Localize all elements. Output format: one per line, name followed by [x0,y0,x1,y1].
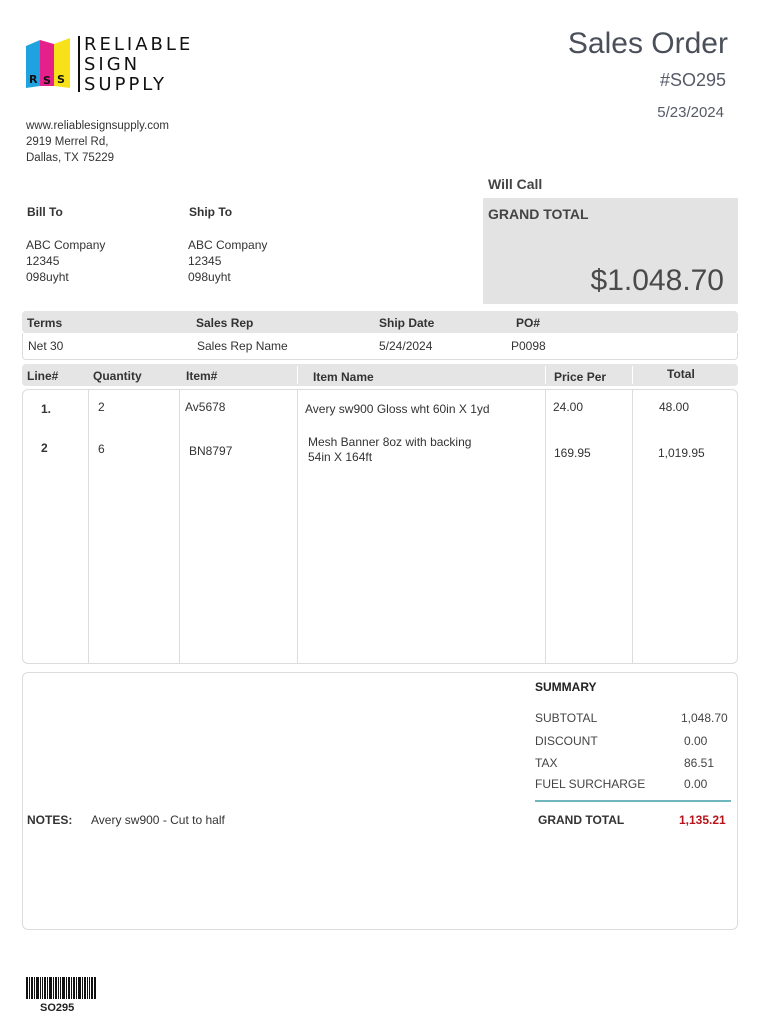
row1-item-number: Av5678 [185,400,226,414]
bill-to-address [26,237,105,285]
items-table-header [22,364,738,386]
col-item-name: Item Name [313,370,374,384]
row2-price: 169.95 [554,446,591,460]
sales-rep-header: Sales Rep [196,316,254,330]
row1-item-name: Avery sw900 Gloss wht 60in X 1yd [305,402,490,416]
summary-grand-total-label: GRAND TOTAL [538,813,625,827]
ship-to-label: Ship To [189,205,233,219]
row2-total: 1,019.95 [658,446,705,460]
ship-to-line: 098uyht [188,270,231,284]
row1-quantity: 2 [98,400,105,414]
rss-logo-icon [24,36,74,94]
svg-text:S: S [57,73,65,86]
col-quantity: Quantity [93,369,142,383]
svg-text:S: S [43,74,51,87]
row2-quantity: 6 [98,442,105,456]
col-total: Total [667,367,695,381]
barcode-text: SO295 [40,1002,75,1014]
order-date: 5/23/2024 [657,104,724,121]
header-divider [545,366,546,384]
col-line: Line# [27,369,59,383]
logo-word-2: SIGN [84,54,141,75]
logo-word-1: RELIABLE [84,34,194,55]
column-divider [545,390,546,663]
subtotal-value: 1,048.70 [681,711,728,725]
summary-section [22,672,738,930]
summary-title: SUMMARY [535,680,597,694]
ship-to-line: ABC Company [188,238,268,252]
header-divider [297,366,298,384]
column-divider [297,390,298,663]
bill-to-line: 12345 [26,254,60,268]
row2-item-name-line2: 54in X 164ft [308,450,373,464]
subtotal-label: SUBTOTAL [535,711,598,725]
bill-to-line: ABC Company [26,238,106,252]
terms-header: Terms [27,316,63,330]
header-divider [632,366,633,384]
fuel-surcharge-label: FUEL SURCHARGE [535,777,646,791]
document-title: Sales Order [567,27,728,60]
col-price-per: Price Per [554,370,607,384]
company-address [26,118,169,166]
po-value: P0098 [511,339,546,353]
row2-item-name-line1: Mesh Banner 8oz with backing [308,435,472,449]
ship-to-address [188,237,267,285]
company-logo [24,34,214,96]
company-website[interactable]: www.reliablesignsupply.com [26,120,169,132]
ship-to-line: 12345 [188,254,222,268]
column-divider [88,390,89,663]
discount-label: DISCOUNT [535,734,598,748]
col-item-number: Item# [186,369,218,383]
row2-item-name [308,435,471,465]
items-table-body [22,389,738,664]
column-divider [632,390,633,663]
logo-word-3: SUPPLY [84,74,167,95]
grand-total-box [483,198,738,304]
company-address-line1: 2919 Merrel Rd, [26,136,109,148]
row1-total: 48.00 [659,400,690,414]
fuel-surcharge-value: 0.00 [684,777,708,791]
order-info-header [22,311,738,333]
row1-price: 24.00 [553,400,584,414]
summary-grand-total-value: 1,135.21 [679,813,726,827]
sales-rep-value: Sales Rep Name [197,339,288,353]
tax-value: 86.51 [684,756,715,770]
ship-date-header: Ship Date [379,316,435,330]
column-divider [179,390,180,663]
terms-value: Net 30 [28,339,64,353]
bill-to-label: Bill To [27,205,63,219]
order-info-row [22,333,738,360]
shipping-method: Will Call [488,176,543,192]
notes-text: Avery sw900 - Cut to half [91,813,225,827]
logo-divider [78,36,80,92]
ship-date-value: 5/24/2024 [379,339,433,353]
row1-line: 1. [41,402,52,416]
po-header: PO# [516,316,541,330]
order-number: #SO295 [659,70,726,90]
svg-text:R: R [29,73,38,86]
barcode-icon [26,977,96,999]
grand-total-label: GRAND TOTAL [488,206,589,222]
discount-value: 0.00 [684,734,708,748]
row2-line: 2 [41,441,48,455]
notes-label: NOTES: [27,813,73,827]
tax-label: TAX [535,756,558,770]
row2-item-number: BN8797 [189,444,233,458]
bill-to-line: 098uyht [26,270,69,284]
summary-divider [535,800,731,802]
company-address-line2: Dallas, TX 75229 [26,152,115,164]
grand-total-amount: $1.048.70 [590,264,724,297]
